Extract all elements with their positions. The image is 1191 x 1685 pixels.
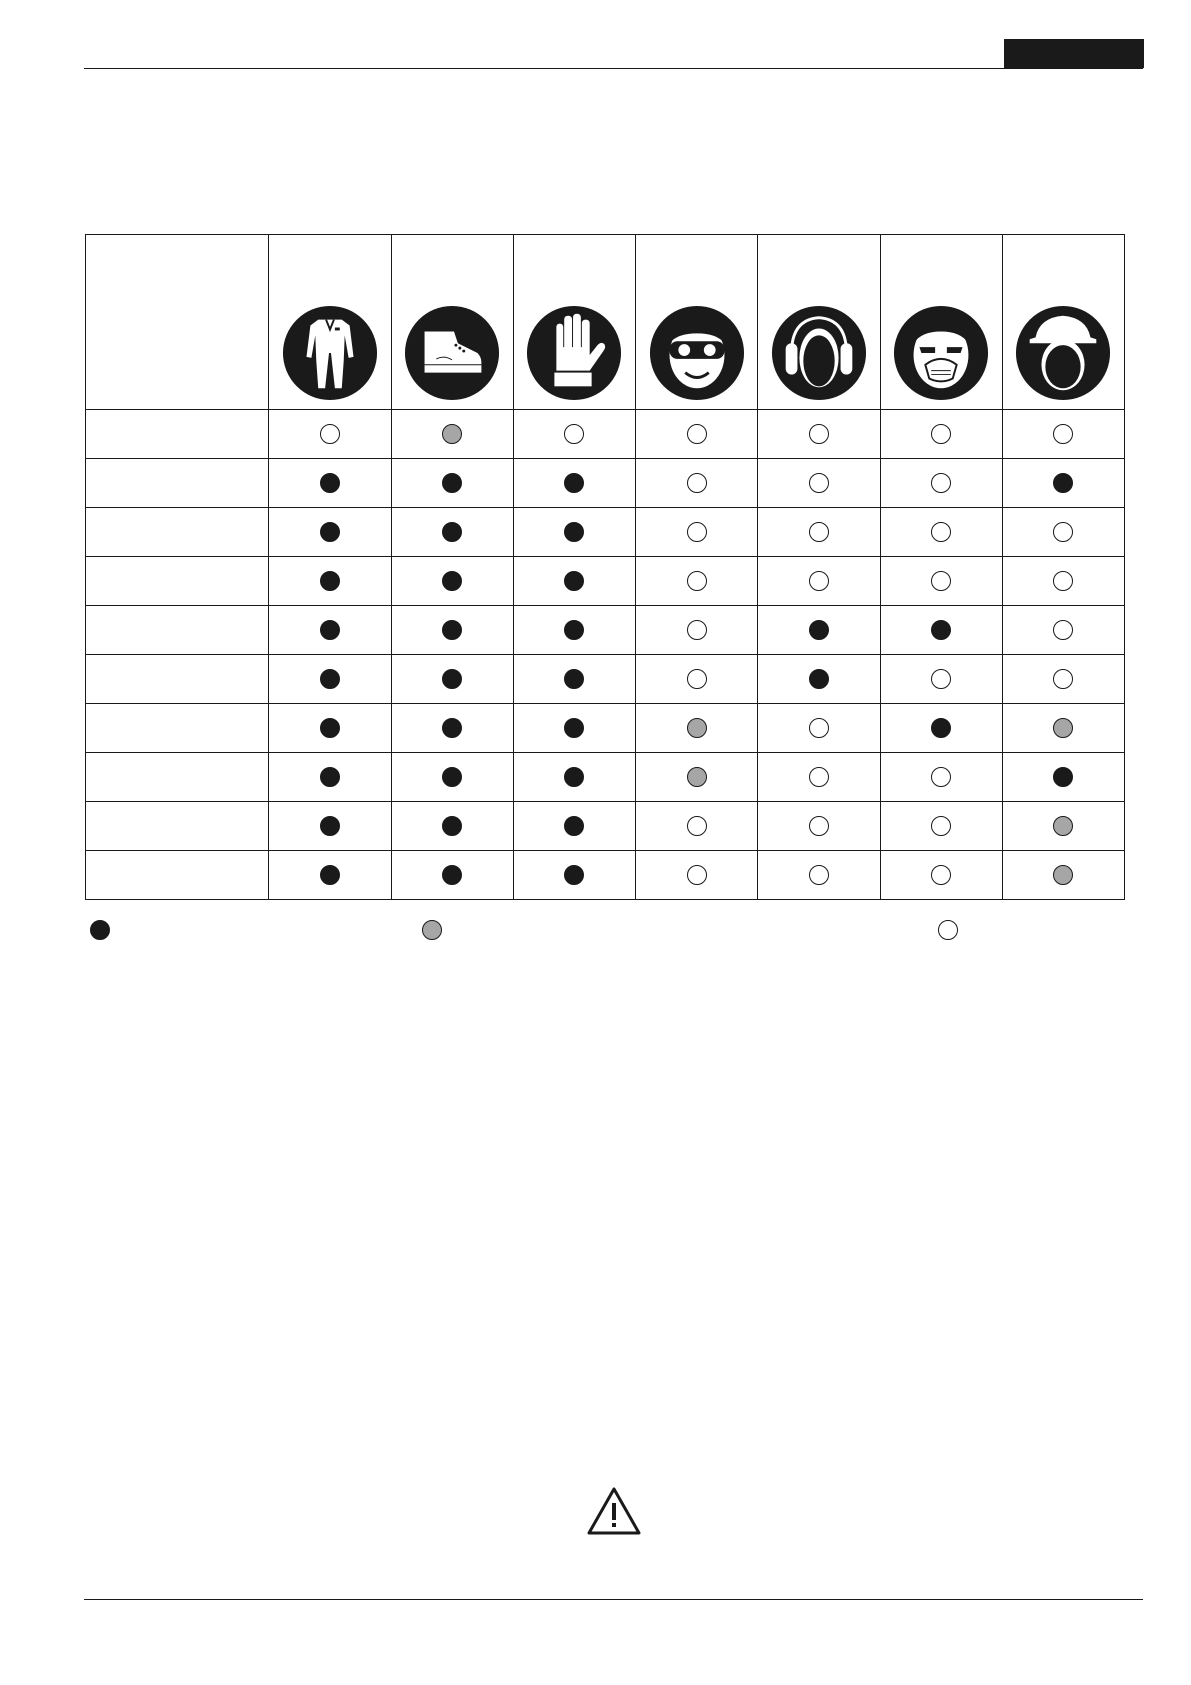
advised-dot	[442, 424, 462, 444]
matrix-cell	[391, 753, 513, 802]
matrix-cell	[513, 704, 635, 753]
matrix-cell	[880, 851, 1002, 900]
matrix-cell	[758, 508, 880, 557]
matrix-cell	[391, 508, 513, 557]
header-cell-boots	[391, 235, 513, 410]
matrix-cell	[636, 655, 758, 704]
matrix-cell	[758, 753, 880, 802]
required-dot	[320, 865, 340, 885]
required-dot	[320, 767, 340, 787]
matrix-cell	[880, 655, 1002, 704]
required-dot	[564, 620, 584, 640]
matrix-cell	[513, 802, 635, 851]
row-label-cell	[86, 655, 269, 704]
row-label-cell	[86, 704, 269, 753]
row-label-cell	[86, 410, 269, 459]
advised-dot	[687, 718, 707, 738]
matrix-cell	[758, 459, 880, 508]
required-dot	[564, 865, 584, 885]
table-row	[86, 606, 1125, 655]
required-dot	[320, 571, 340, 591]
matrix-cell	[758, 704, 880, 753]
dust-mask-icon	[892, 304, 990, 402]
required-dot	[564, 473, 584, 493]
matrix-cell	[269, 655, 391, 704]
matrix-cell	[636, 704, 758, 753]
matrix-cell	[513, 459, 635, 508]
matrix-cell	[880, 410, 1002, 459]
matrix-cell	[636, 802, 758, 851]
row-label-cell	[86, 606, 269, 655]
not-required-dot	[320, 424, 340, 444]
legend-not-required-dot	[938, 920, 958, 940]
table-row	[86, 704, 1125, 753]
not-required-dot	[687, 522, 707, 542]
footer-rule	[84, 1599, 1143, 1600]
not-required-dot	[809, 865, 829, 885]
required-dot	[564, 522, 584, 542]
matrix-cell	[880, 753, 1002, 802]
matrix-cell	[269, 753, 391, 802]
required-dot	[442, 620, 462, 640]
not-required-dot	[687, 473, 707, 493]
required-dot	[1053, 473, 1073, 493]
header-cell-ear-protection	[758, 235, 880, 410]
safety-boots-icon	[403, 304, 501, 402]
required-dot	[564, 767, 584, 787]
row-label-cell	[86, 459, 269, 508]
matrix-cell	[636, 606, 758, 655]
matrix-cell	[391, 459, 513, 508]
not-required-dot	[687, 571, 707, 591]
matrix-cell	[269, 704, 391, 753]
matrix-cell	[758, 655, 880, 704]
matrix-cell	[391, 606, 513, 655]
not-required-dot	[931, 865, 951, 885]
table-row	[86, 851, 1125, 900]
not-required-dot	[809, 473, 829, 493]
header-cell-goggles	[636, 235, 758, 410]
required-dot	[442, 865, 462, 885]
matrix-cell	[1002, 606, 1124, 655]
not-required-dot	[1053, 669, 1073, 689]
ear-protection-icon	[770, 304, 868, 402]
not-required-dot	[1053, 571, 1073, 591]
table-header-row	[86, 235, 1125, 410]
required-dot	[442, 669, 462, 689]
not-required-dot	[687, 424, 707, 444]
not-required-dot	[931, 816, 951, 836]
matrix-cell	[1002, 459, 1124, 508]
row-label-cell	[86, 557, 269, 606]
matrix-cell	[1002, 753, 1124, 802]
matrix-cell	[391, 655, 513, 704]
matrix-cell	[391, 557, 513, 606]
matrix-cell	[1002, 410, 1124, 459]
matrix-cell	[513, 508, 635, 557]
matrix-cell	[513, 606, 635, 655]
matrix-cell	[513, 410, 635, 459]
header-cell-helmet	[1002, 235, 1124, 410]
matrix-cell	[269, 459, 391, 508]
required-dot	[442, 571, 462, 591]
matrix-cell	[1002, 802, 1124, 851]
table-row	[86, 459, 1125, 508]
matrix-cell	[636, 753, 758, 802]
required-dot	[320, 816, 340, 836]
header-tab-block	[1004, 39, 1144, 68]
matrix-cell	[513, 655, 635, 704]
not-required-dot	[809, 571, 829, 591]
legend-advised-dot	[422, 920, 442, 940]
matrix-cell	[1002, 655, 1124, 704]
matrix-cell	[269, 851, 391, 900]
matrix-cell	[269, 802, 391, 851]
not-required-dot	[809, 816, 829, 836]
matrix-cell	[636, 851, 758, 900]
table-row	[86, 802, 1125, 851]
matrix-cell	[758, 557, 880, 606]
matrix-cell	[391, 851, 513, 900]
matrix-cell	[636, 557, 758, 606]
not-required-dot	[687, 865, 707, 885]
matrix-cell	[1002, 508, 1124, 557]
required-dot	[320, 522, 340, 542]
required-dot	[564, 816, 584, 836]
required-dot	[1053, 767, 1073, 787]
not-required-dot	[931, 571, 951, 591]
required-dot	[809, 669, 829, 689]
not-required-dot	[1053, 620, 1073, 640]
matrix-cell	[1002, 704, 1124, 753]
ppe-matrix-table	[85, 234, 1125, 900]
matrix-cell	[880, 557, 1002, 606]
matrix-cell	[269, 410, 391, 459]
matrix-cell	[269, 508, 391, 557]
matrix-cell	[758, 606, 880, 655]
advised-dot	[1053, 816, 1073, 836]
matrix-cell	[513, 557, 635, 606]
matrix-cell	[880, 802, 1002, 851]
table-row	[86, 753, 1125, 802]
not-required-dot	[1053, 522, 1073, 542]
required-dot	[564, 718, 584, 738]
required-dot	[320, 473, 340, 493]
header-rule	[84, 68, 1143, 69]
matrix-cell	[880, 508, 1002, 557]
required-dot	[320, 669, 340, 689]
advised-dot	[687, 767, 707, 787]
overalls-icon	[281, 304, 379, 402]
required-dot	[931, 718, 951, 738]
matrix-cell	[1002, 557, 1124, 606]
table-row	[86, 410, 1125, 459]
table-row	[86, 508, 1125, 557]
table-row	[86, 655, 1125, 704]
header-empty-cell	[86, 235, 269, 410]
matrix-cell	[391, 410, 513, 459]
row-label-cell	[86, 802, 269, 851]
not-required-dot	[809, 767, 829, 787]
header-cell-overalls	[269, 235, 391, 410]
required-dot	[809, 620, 829, 640]
row-label-cell	[86, 753, 269, 802]
matrix-cell	[391, 704, 513, 753]
header-cell-dust-mask	[880, 235, 1002, 410]
matrix-cell	[880, 606, 1002, 655]
required-dot	[442, 767, 462, 787]
required-dot	[931, 620, 951, 640]
matrix-cell	[391, 802, 513, 851]
matrix-cell	[636, 459, 758, 508]
matrix-cell	[269, 557, 391, 606]
required-dot	[564, 669, 584, 689]
warning-triangle-icon	[586, 1486, 642, 1536]
safety-goggles-icon	[648, 304, 746, 402]
not-required-dot	[809, 424, 829, 444]
header-cell-gloves	[513, 235, 635, 410]
required-dot	[320, 620, 340, 640]
matrix-cell	[636, 508, 758, 557]
matrix-cell	[758, 802, 880, 851]
table-row	[86, 557, 1125, 606]
matrix-cell	[880, 459, 1002, 508]
advised-dot	[1053, 718, 1073, 738]
not-required-dot	[809, 718, 829, 738]
matrix-cell	[758, 410, 880, 459]
not-required-dot	[687, 620, 707, 640]
not-required-dot	[931, 669, 951, 689]
not-required-dot	[809, 522, 829, 542]
legend-required-dot	[90, 920, 110, 940]
protective-gloves-icon	[525, 304, 623, 402]
advised-dot	[1053, 865, 1073, 885]
not-required-dot	[687, 669, 707, 689]
required-dot	[442, 473, 462, 493]
required-dot	[442, 816, 462, 836]
matrix-cell	[636, 410, 758, 459]
matrix-cell	[513, 753, 635, 802]
not-required-dot	[564, 424, 584, 444]
required-dot	[442, 718, 462, 738]
not-required-dot	[687, 816, 707, 836]
matrix-cell	[1002, 851, 1124, 900]
required-dot	[564, 571, 584, 591]
matrix-cell	[880, 704, 1002, 753]
not-required-dot	[931, 522, 951, 542]
not-required-dot	[931, 473, 951, 493]
required-dot	[442, 522, 462, 542]
row-label-cell	[86, 851, 269, 900]
safety-helmet-icon	[1014, 304, 1112, 402]
matrix-cell	[513, 851, 635, 900]
matrix-cell	[269, 606, 391, 655]
required-dot	[320, 718, 340, 738]
row-label-cell	[86, 508, 269, 557]
not-required-dot	[931, 424, 951, 444]
not-required-dot	[1053, 424, 1073, 444]
matrix-cell	[758, 851, 880, 900]
not-required-dot	[931, 767, 951, 787]
